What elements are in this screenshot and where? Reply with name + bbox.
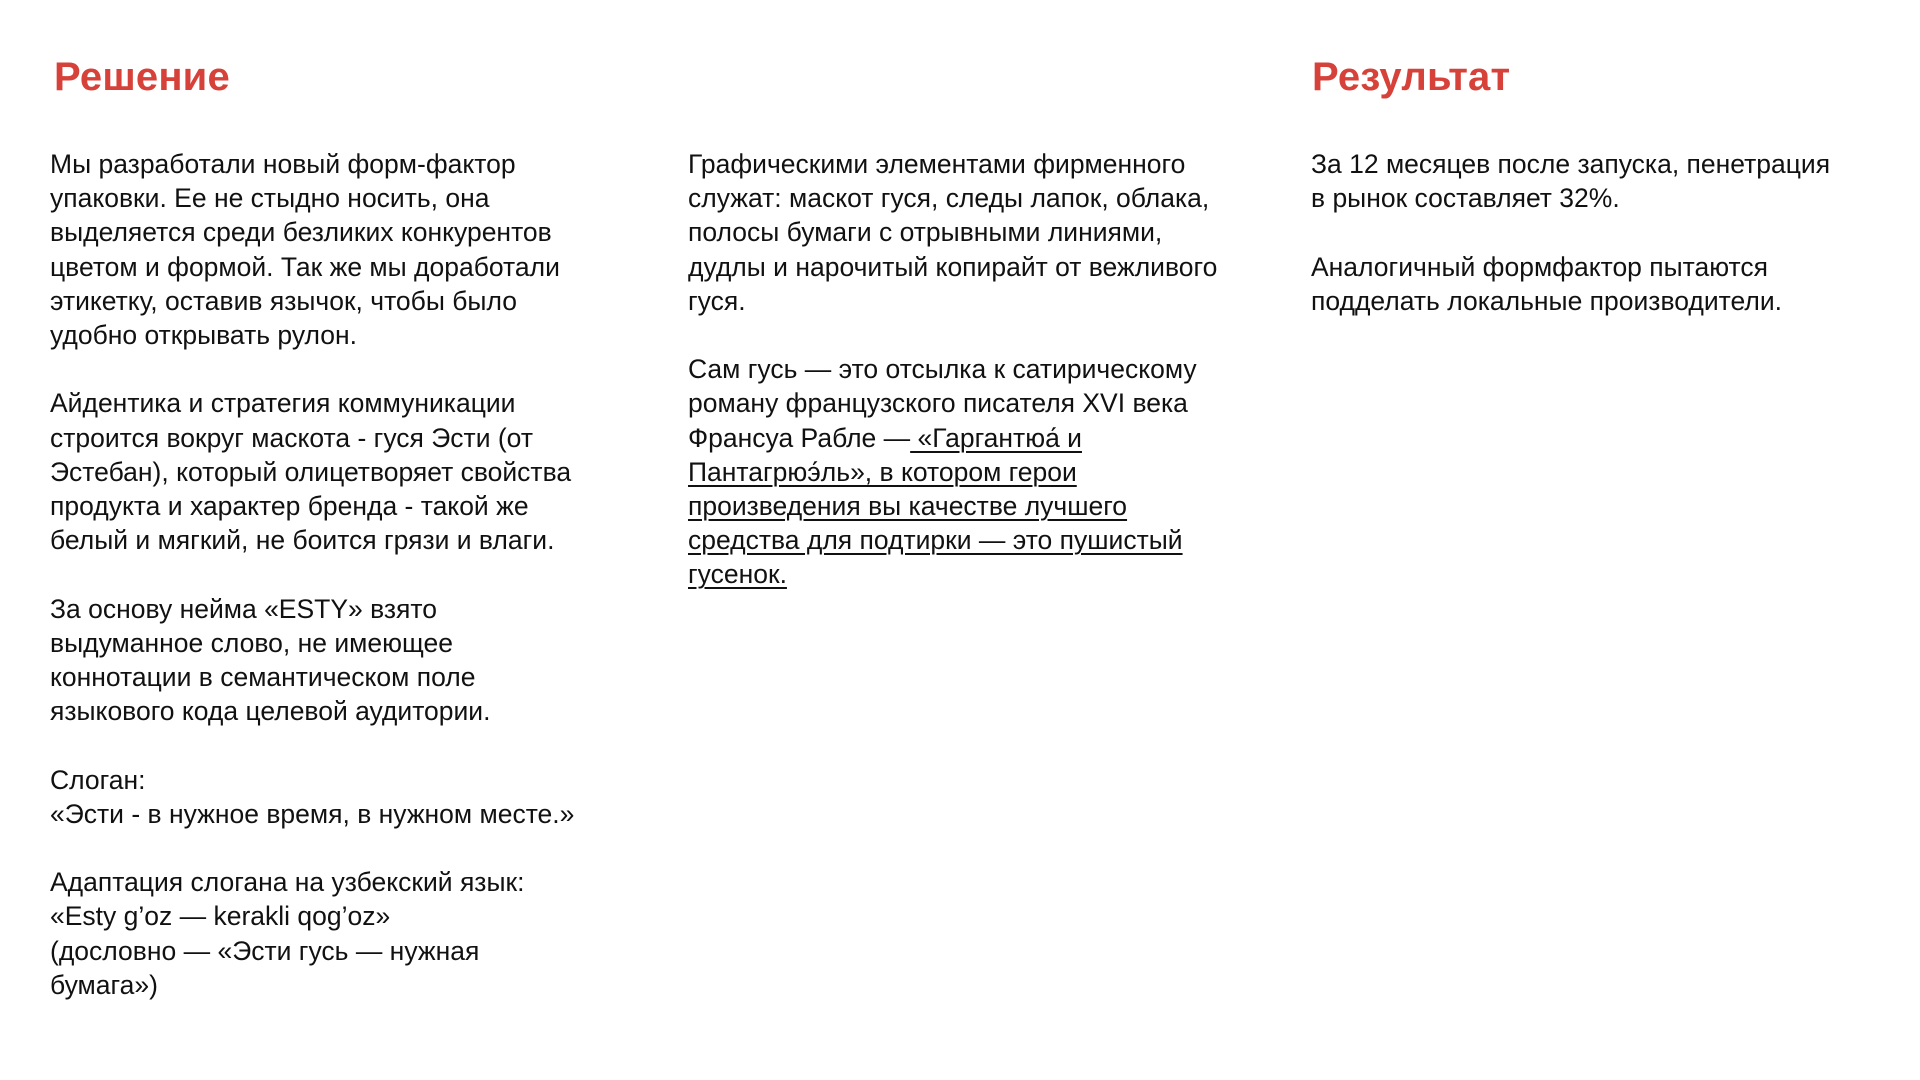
goose-reference-text: Сам гусь — это отсылка к сатирическому роману французского писателя XVI века Франсуа Рабле — bbox=[688, 354, 1197, 453]
slogan-adaptation-paragraph: Адаптация слогана на узбекский язык: «Esty g’oz — kerakli qog’oz» (дословно — «Эсти гусь — нужная бумага») bbox=[50, 867, 525, 1000]
solution-column bbox=[50, 147, 650, 1002]
goose-reference-paragraph bbox=[688, 352, 1288, 591]
gargantua-link[interactable]: «Гаргантюа́ и Пантагрюэ́ль», в котором герои произведения вы качестве лучшего средства для подтирки — это пушистый гусенок. bbox=[688, 422, 1183, 590]
penetration-paragraph: За 12 месяцев после запуска, пенетрация в рынок составляет 32%. bbox=[1311, 149, 1831, 214]
packaging-paragraph: Мы разработали новый форм-фактор упаковки. Ее не стыдно носить, она выделяется среди безликих конкурентов цветом и формой. Так же мы доработали этикетку, оставив язычок, чтобы было удобно открывать рулон. bbox=[50, 149, 560, 351]
heading-result: Результат bbox=[1312, 55, 1511, 99]
slogan-paragraph: Слоган: «Эсти - в нужное время, в нужном месте.» bbox=[50, 764, 575, 829]
name-paragraph: За основу нейма «ESTY» взято выдуманное слово, не имеющее коннотации в семантическом поле языкового кода целевой аудитории. bbox=[50, 593, 491, 727]
heading-solution: Решение bbox=[54, 55, 230, 99]
imitation-paragraph: Аналогичный формфактор пытаются подделать локальные производители. bbox=[1311, 251, 1782, 316]
identity-paragraph: Айдентика и стратегия коммуникации строится вокруг маскота - гуся Эсти (от Эстебан), который олицетворяет свойства продукта и характер бренда - такой же белый и мягкий, не боится грязи и влаги. bbox=[50, 388, 572, 556]
graphics-column bbox=[688, 147, 1288, 592]
result-column bbox=[1311, 147, 1911, 318]
graphic-elements-paragraph: Графическими элементами фирменного служат: маскот гуся, следы лапок, облака, полосы бумаги с отрывными линиями, дудлы и нарочитый копирайт от вежливого гуся. bbox=[688, 149, 1218, 316]
